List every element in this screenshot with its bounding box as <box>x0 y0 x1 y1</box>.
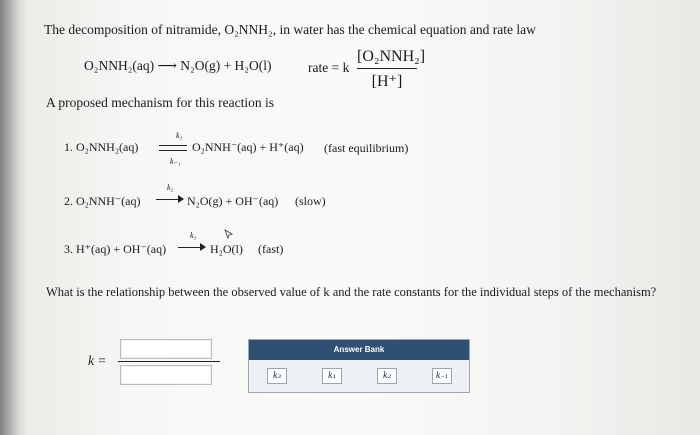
rate-denominator: [H⁺] <box>371 73 403 90</box>
step-3-right: H₂O(l) <box>210 242 243 256</box>
reaction-arrow <box>156 194 184 204</box>
answer-chip-k-minus-1[interactable]: k₋₁ <box>432 368 452 384</box>
step-1-right: O₂NNH⁻(aq) + H⁺(aq) <box>192 140 304 154</box>
overall-equation: O₂NNH₂(aq) ⟶ N₂O(g) + H₂O(l) <box>84 58 272 73</box>
question-text: What is the relationship between the observed value of k and the rate constants for the individual steps of the mechanism? <box>46 285 657 299</box>
step-1-note: (fast equilibrium) <box>324 141 409 155</box>
problem-intro: The decomposition of nitramide, O₂NNH₂, in water has the chemical equation and rate law <box>44 22 536 37</box>
step-2-left: 2. O₂NNH⁻(aq) <box>64 194 141 208</box>
equilibrium-arrow <box>159 142 187 154</box>
step-3-k-top: k₃ <box>190 231 197 240</box>
step-3-left: 3. H⁺(aq) + OH⁻(aq) <box>64 242 167 256</box>
step-1-k-top: k₁ <box>176 131 183 140</box>
mechanism-heading: A proposed mechanism for this reaction is <box>46 95 274 110</box>
answer-chip-k3[interactable]: k₃ <box>267 368 287 384</box>
denominator-drop-box[interactable] <box>120 365 212 385</box>
answer-bank <box>248 339 470 393</box>
reaction-arrow <box>178 242 206 252</box>
answer-bank-title: Answer Bank <box>249 340 469 360</box>
answer-label: k = <box>88 353 107 368</box>
mouse-cursor-icon <box>224 229 234 239</box>
step-1-k-bottom: k₋₁ <box>170 157 181 166</box>
rate-fraction-line <box>357 68 417 69</box>
step-2-k-top: k₂ <box>167 183 174 192</box>
numerator-drop-box[interactable] <box>120 339 212 359</box>
step-2-right: N₂O(g) + OH⁻(aq) <box>187 194 279 208</box>
rate-numerator: [O₂NNH₂] <box>357 48 426 65</box>
answer-chip-k2[interactable]: k₂ <box>377 368 397 384</box>
answer-chip-k1[interactable]: k₁ <box>322 368 342 384</box>
answer-fraction-line <box>118 361 220 362</box>
screen-edge-shadow <box>0 0 28 435</box>
step-1-left: 1. O₂NNH₂(aq) <box>64 140 139 154</box>
rate-fraction <box>357 48 426 91</box>
step-2-note: (slow) <box>295 194 326 208</box>
step-3-note: (fast) <box>258 242 284 256</box>
rate-label: rate = k <box>308 60 350 75</box>
